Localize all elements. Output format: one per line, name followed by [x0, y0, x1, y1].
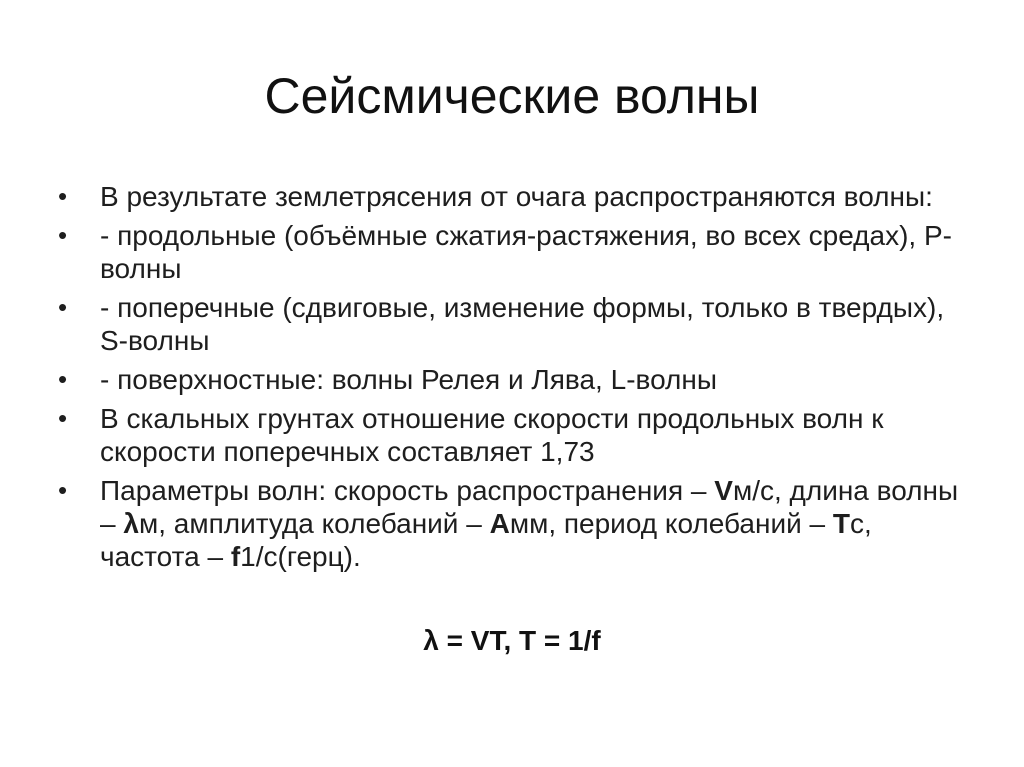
amplitude-unit: мм, период колебаний –: [509, 508, 833, 539]
bullet-text: В результате землетрясения от очага распространяются волны:: [100, 181, 933, 212]
frequency-unit: 1/с(герц).: [240, 541, 361, 572]
list-item: [58, 363, 978, 396]
bullet-icon: •: [58, 181, 68, 211]
params-intro: Параметры волн: скорость распространения –: [100, 475, 715, 506]
list-item: [58, 180, 978, 213]
frequency-symbol: f: [230, 541, 241, 572]
wavelength-symbol: λ: [123, 508, 139, 539]
wavelength-unit: м, амплитуда колебаний –: [138, 508, 490, 539]
bullet-text: В скальных грунтах отношение скорости продольных волн к скорости поперечных составляет 1,73: [100, 403, 884, 467]
bullet-icon: •: [58, 220, 68, 250]
bullet-list: [58, 180, 978, 579]
bullet-icon: •: [58, 475, 68, 505]
list-item: [58, 402, 978, 468]
list-item-parameters: [58, 474, 978, 573]
list-item: [58, 291, 978, 357]
bullet-text: - продольные (объёмные сжатия-растяжения, во всех средах), P-волны: [100, 220, 952, 284]
amplitude-symbol: А: [489, 508, 510, 539]
list-item: [58, 219, 978, 285]
period-symbol: Т: [832, 508, 850, 539]
bullet-text: - поверхностные: волны Релея и Лява, L-волны: [100, 364, 717, 395]
formula: λ = VT, T = 1/f: [423, 625, 601, 656]
bullet-icon: •: [58, 292, 68, 322]
bullet-icon: •: [58, 364, 68, 394]
velocity-unit: м/с, длина волны –: [100, 475, 959, 539]
slide-title: Сейсмические волны: [264, 68, 760, 124]
velocity-symbol: V: [714, 475, 733, 506]
period-unit: с, частота –: [100, 508, 872, 572]
bullet-icon: •: [58, 403, 68, 433]
bullet-text: - поперечные (сдвиговые, изменение формы, только в твердых), S-волны: [100, 292, 945, 356]
params-text: [100, 475, 958, 572]
